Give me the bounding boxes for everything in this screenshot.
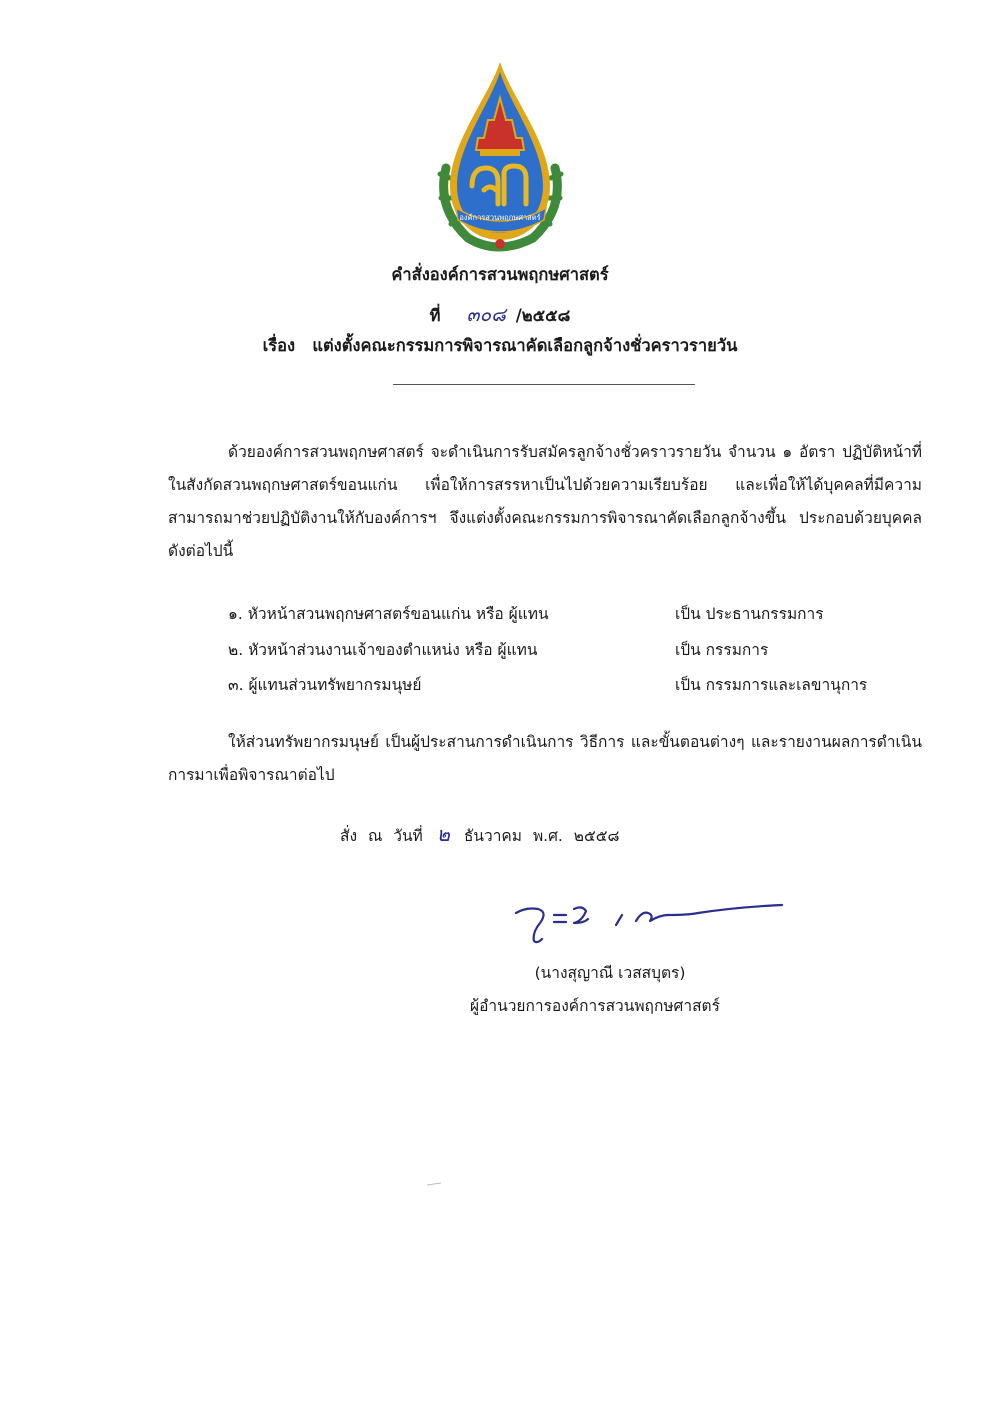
signer-name: (นางสุญาณี เวสสบุตร) bbox=[534, 964, 686, 982]
order-subject bbox=[0, 333, 1000, 359]
order-number-suffix: /๒๕๕๘ bbox=[515, 306, 571, 325]
committee-item-3-label: ๓. ผู้แทนส่วนทรัพยากรมนุษย์ bbox=[228, 676, 422, 694]
title-divider bbox=[393, 384, 695, 385]
body-paragraph-2: ให้ส่วนทรัพยากรมนุษย์ เป็นผู้ประสานการดำเนินการ วิธีการ และขั้นตอนต่างๆ และรายงานผลการดำเนินการมาเพื่อพิจารณาต่อไป bbox=[168, 733, 922, 784]
scan-speck bbox=[426, 1182, 442, 1186]
order-number-prefix: ที่ bbox=[429, 306, 441, 325]
body-paragraph-1: ด้วยองค์การสวนพฤกษศาสตร์ จะดำเนินการรับสมัครลูกจ้างชั่วคราวรายวัน จำนวน ๑ อัตรา ปฏิบัติหน้าที่ในสังกัดสวนพฤกษศาสตร์ขอนแก่น เพื่อให้การสรรหาเป็นไปด้วยความเรียบร้อย และเพื่อให้ได้บุคคลที่มีความสามารถมาช่วยปฏิบัติงานให้กับองค์การฯ จึงแต่งตั้งคณะกรรมการพิจารณาคัดเลือกลูกจ้างขึ้น ประกอบด้วยบุคคลดังต่อไปนี้ bbox=[168, 443, 922, 560]
subject-text: แต่งตั้งคณะกรรมการพิจารณาคัดเลือกลูกจ้างชั่วคราวรายวัน bbox=[312, 336, 738, 355]
date-prefix: สั่ง ณ วันที่ bbox=[340, 827, 423, 845]
date-month-year: ธันวาคม พ.ศ. ๒๕๕๘ bbox=[463, 827, 620, 845]
date-day-handwritten: ๒ bbox=[436, 822, 450, 846]
handwritten-signature-icon bbox=[510, 885, 785, 945]
signer-position: ผู้อำนวยการองค์การสวนพฤกษศาสตร์ bbox=[470, 997, 720, 1015]
order-number-handwritten: ๓๐๘ bbox=[466, 304, 506, 326]
order-date bbox=[340, 818, 619, 850]
svg-text:องค์การสวนพฤกษศาสตร์: องค์การสวนพฤกษศาสตร์ bbox=[459, 213, 541, 222]
order-number bbox=[0, 300, 1000, 330]
organization-emblem-icon bbox=[428, 58, 573, 258]
committee-item-3-role: เป็น กรรมการและเลขานุการ bbox=[675, 676, 868, 694]
committee-item-2-role: เป็น กรรมการ bbox=[675, 641, 769, 659]
committee-item-1-label: ๑. หัวหน้าสวนพฤกษศาสตร์ขอนแก่น หรือ ผู้แทน bbox=[228, 605, 549, 623]
subject-label: เรื่อง bbox=[262, 336, 296, 355]
committee-item-1-role: เป็น ประธานกรรมการ bbox=[675, 605, 824, 623]
committee-item-2-label: ๒. หัวหน้าส่วนงานเจ้าของตำแหน่ง หรือ ผู้แทน bbox=[228, 641, 538, 659]
order-title: คำสั่งองค์การสวนพฤกษศาสตร์ bbox=[391, 265, 609, 284]
